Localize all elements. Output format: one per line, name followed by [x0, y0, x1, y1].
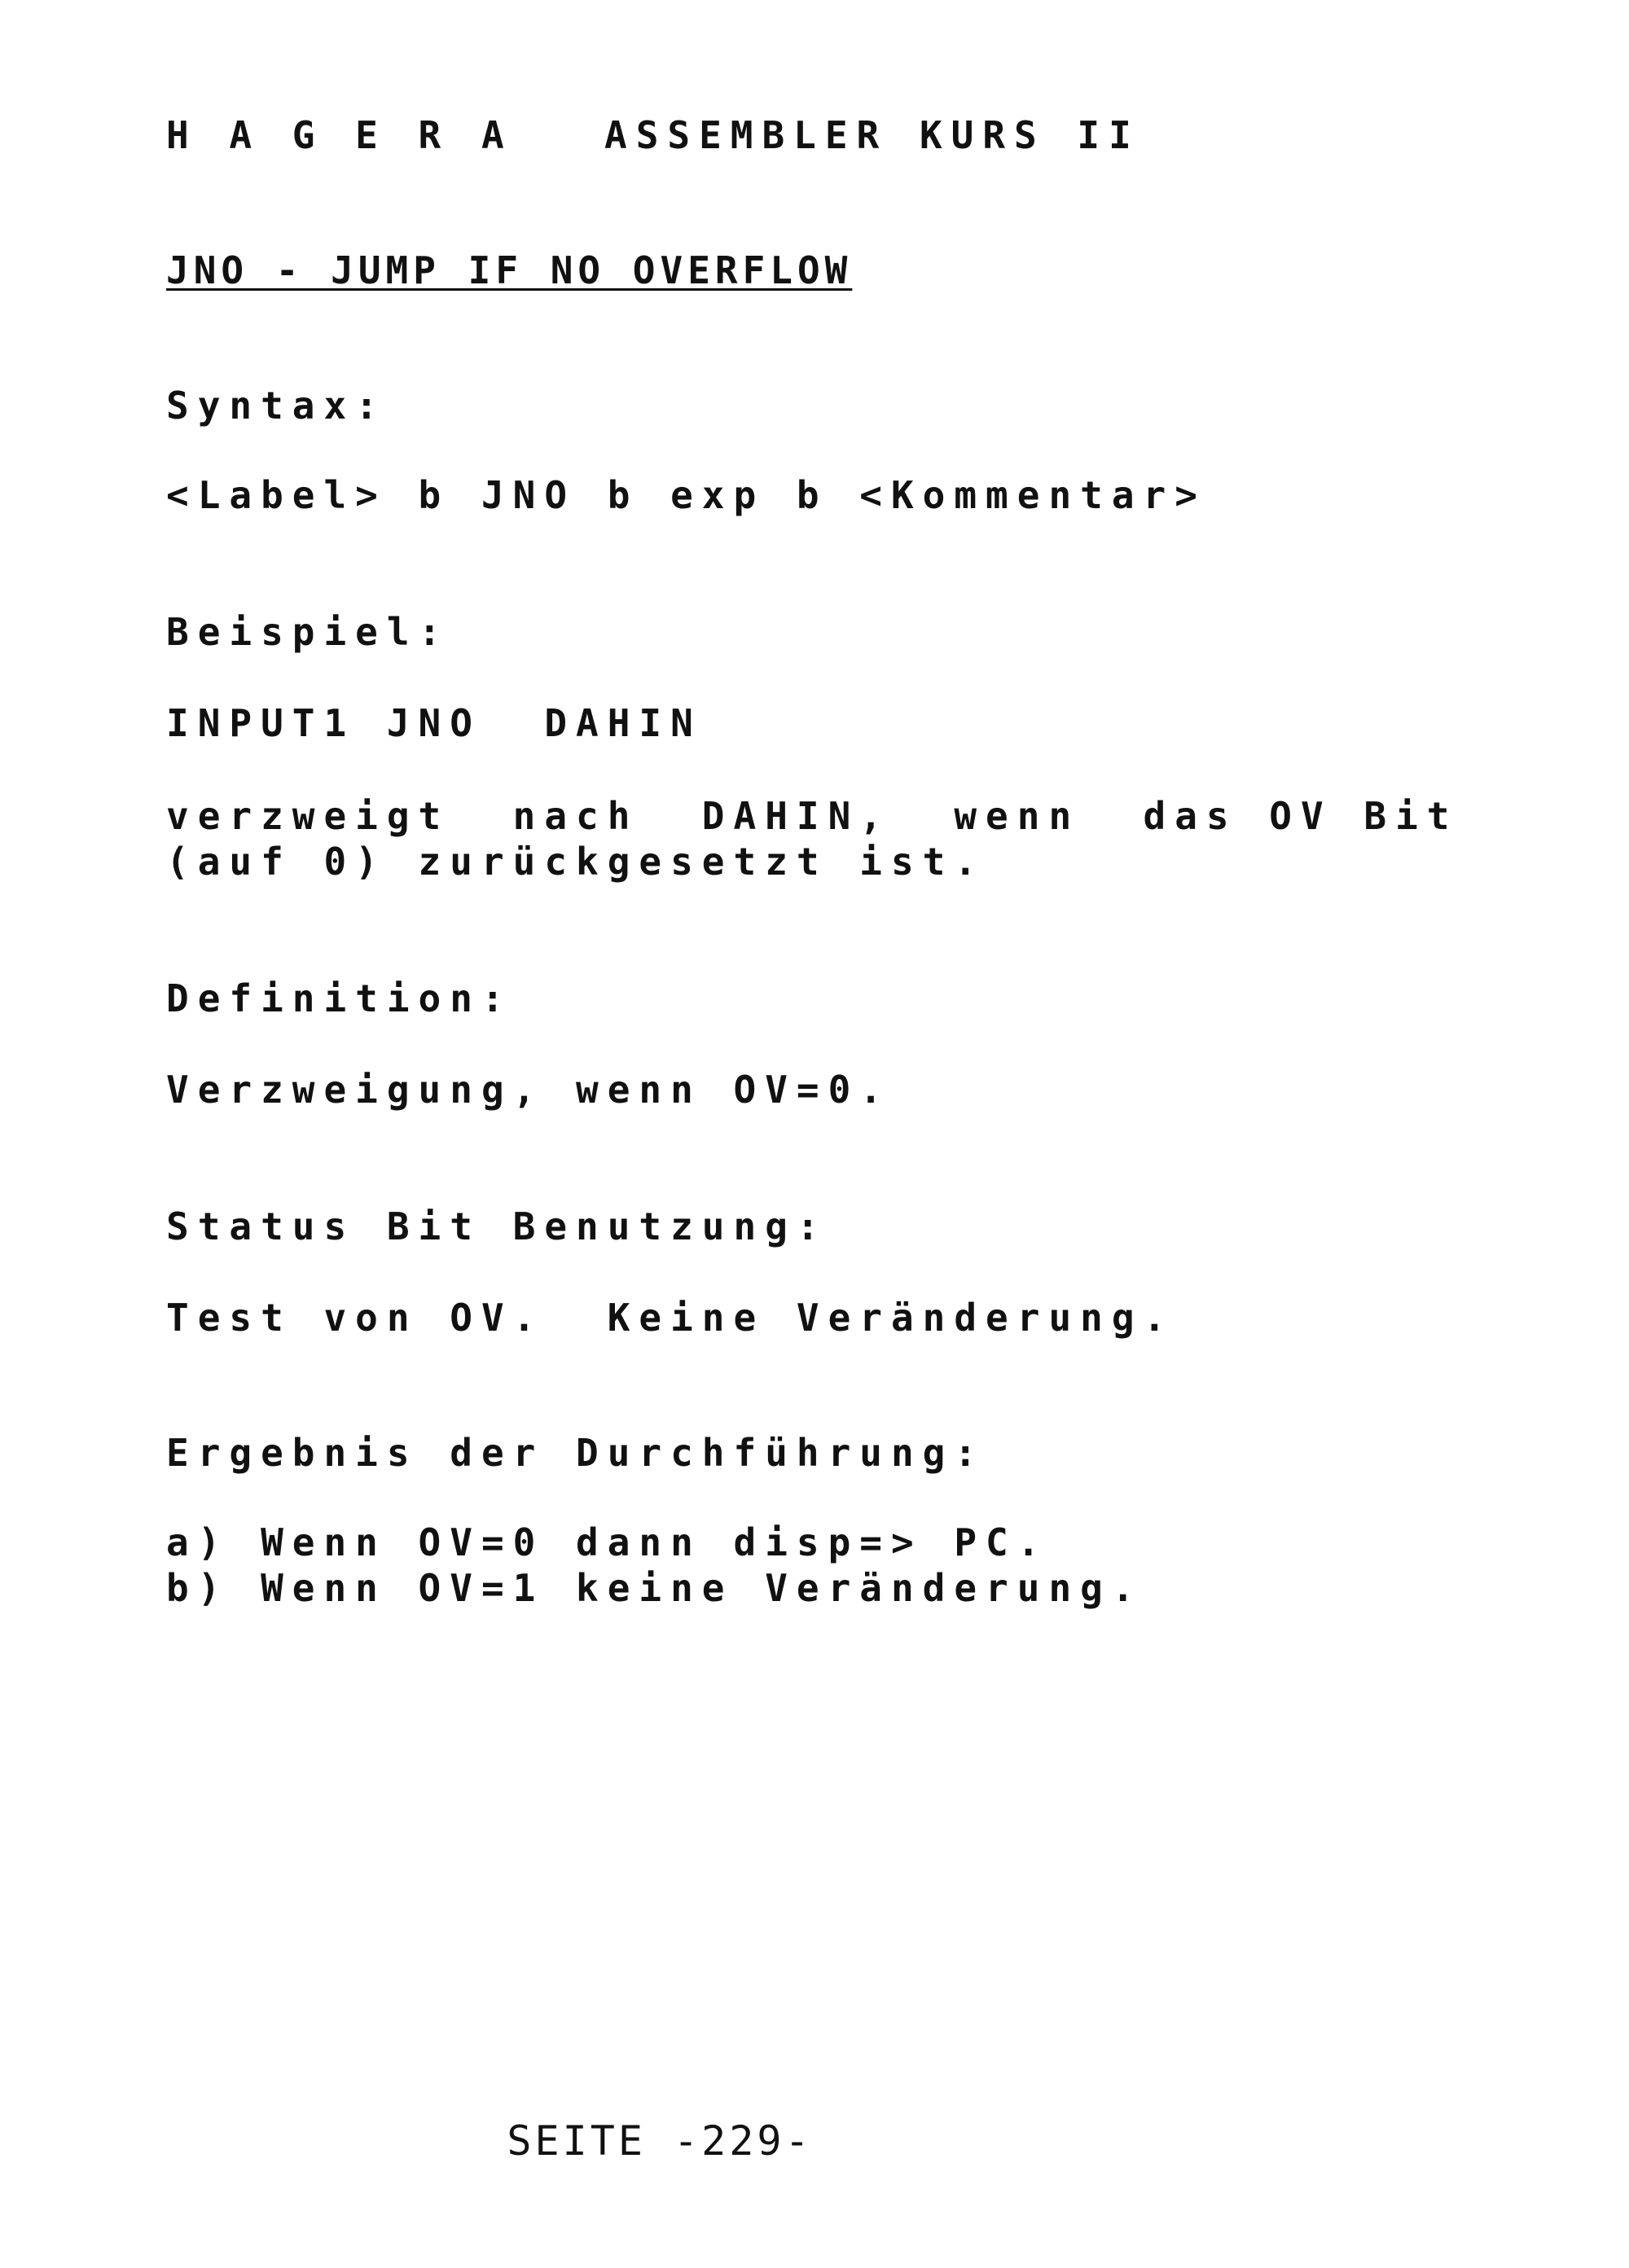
- result-line-a: a) Wenn OV=0 dann disp=> PC.: [166, 1520, 1049, 1564]
- course-title: ASSEMBLER KURS II: [604, 113, 1140, 157]
- example-description-line-2: (auf 0) zurückgesetzt ist.: [166, 840, 986, 884]
- example-description-line-1: verzweigt nach DAHIN, wenn das OV Bit: [166, 794, 1459, 838]
- brand-name: H A G E R A: [166, 113, 513, 157]
- definition-text: Verzweigung, wenn OV=0.: [166, 1068, 891, 1112]
- syntax-text: <Label> b JNO b exp b <Kommentar>: [166, 473, 1206, 517]
- result-line-b: b) Wenn OV=1 keine Veränderung.: [166, 1566, 1144, 1610]
- example-label: Beispiel:: [166, 610, 450, 654]
- result-label: Ergebnis der Durchführung:: [166, 1431, 986, 1475]
- syntax-label: Syntax:: [166, 384, 387, 428]
- status-label: Status Bit Benutzung:: [166, 1204, 828, 1248]
- example-code: INPUT1 JNO DAHIN: [166, 701, 702, 745]
- definition-label: Definition:: [166, 976, 513, 1020]
- status-text: Test von OV. Keine Veränderung.: [166, 1296, 1175, 1340]
- page-title: JNO - JUMP IF NO OVERFLOW: [166, 248, 853, 292]
- page-number: SEITE -229-: [507, 2117, 813, 2165]
